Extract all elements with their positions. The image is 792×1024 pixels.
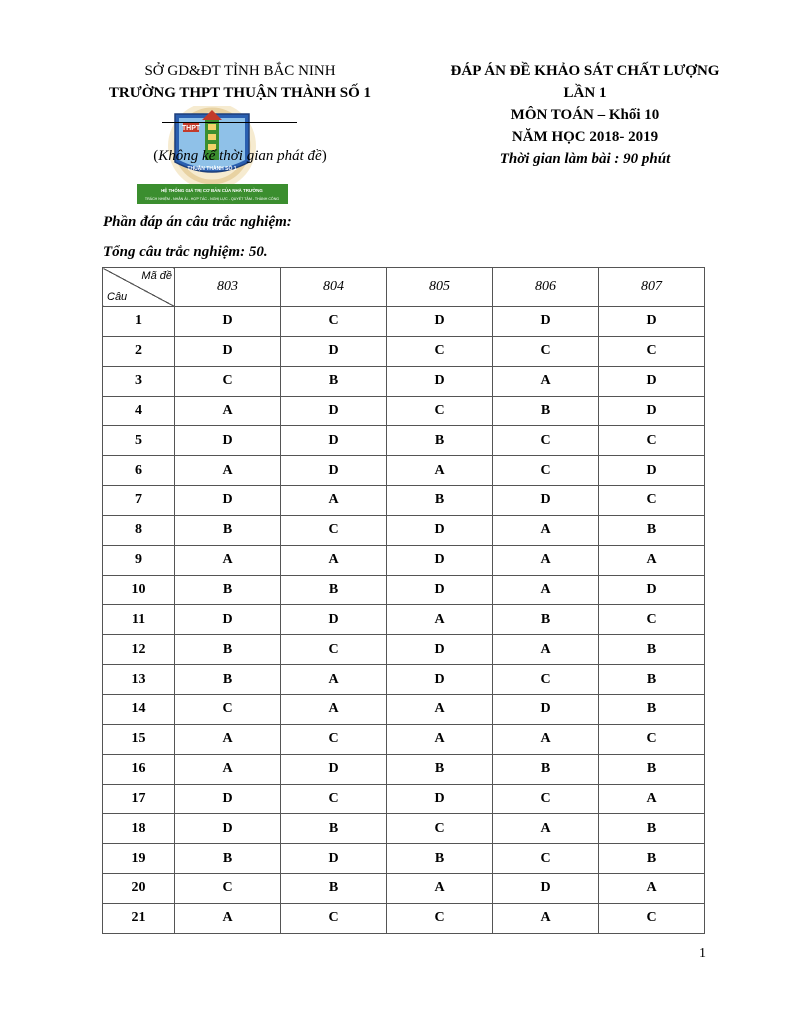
table-row [103, 874, 705, 904]
answer-cell: A [599, 874, 705, 904]
header-right [405, 60, 765, 170]
table-row [103, 486, 705, 516]
answer-cell: D [493, 486, 599, 516]
question-number: 17 [103, 784, 175, 814]
answer-cell: B [599, 844, 705, 874]
answer-cell: C [175, 366, 281, 396]
answer-cell: B [493, 605, 599, 635]
table-row [103, 754, 705, 784]
answer-cell: C [599, 336, 705, 366]
question-number: 11 [103, 605, 175, 635]
answer-cell: D [281, 456, 387, 486]
table-row [103, 545, 705, 575]
corner-exam-code-label: Mã đề [141, 270, 172, 282]
corner-question-label: Câu [107, 291, 128, 303]
exam-code-header: 807 [599, 268, 705, 307]
answer-cell: A [281, 694, 387, 724]
answer-cell: A [599, 545, 705, 575]
question-number: 21 [103, 903, 175, 933]
question-number: 2 [103, 336, 175, 366]
answer-cell: B [175, 844, 281, 874]
answer-cell: D [281, 844, 387, 874]
answer-cell: C [493, 426, 599, 456]
question-number: 7 [103, 486, 175, 516]
answer-cell: B [493, 396, 599, 426]
answer-cell: B [599, 754, 705, 784]
answer-cell: A [175, 456, 281, 486]
logo-school-name: THUẬN THÀNH SỐ 1 [187, 166, 237, 172]
table-row [103, 307, 705, 337]
answer-cell: C [387, 336, 493, 366]
answer-table [102, 267, 705, 934]
answer-cell: D [493, 874, 599, 904]
answer-cell: C [281, 784, 387, 814]
answer-cell: D [387, 635, 493, 665]
answer-cell: B [175, 665, 281, 695]
answer-cell: D [281, 396, 387, 426]
answer-cell: C [281, 635, 387, 665]
answer-cell: D [175, 784, 281, 814]
answer-cell: D [599, 366, 705, 396]
answer-cell: A [493, 635, 599, 665]
table-row [103, 814, 705, 844]
answer-cell: A [493, 724, 599, 754]
table-row [103, 635, 705, 665]
page-number: 1 [699, 946, 706, 961]
answer-cell: C [493, 336, 599, 366]
answer-cell: D [281, 426, 387, 456]
answer-cell: B [599, 814, 705, 844]
answer-cell: C [281, 724, 387, 754]
answer-cell: C [599, 605, 705, 635]
question-number: 8 [103, 515, 175, 545]
table-row [103, 366, 705, 396]
school-year: NĂM HỌC 2018- 2019 [511, 129, 659, 145]
answer-cell: C [281, 903, 387, 933]
total-questions-label: Tổng câu trắc nghiệm: 50. [103, 244, 268, 260]
answer-cell: D [599, 396, 705, 426]
table-row [103, 426, 705, 456]
question-number: 1 [103, 307, 175, 337]
question-number: 10 [103, 575, 175, 605]
exam-duration: Thời gian làm bài : 90 phút [499, 151, 671, 167]
answer-cell: C [599, 486, 705, 516]
answer-cell: A [175, 724, 281, 754]
answer-cell: B [281, 575, 387, 605]
answer-cell: D [387, 515, 493, 545]
answer-cell: A [281, 665, 387, 695]
answer-cell: C [493, 665, 599, 695]
logo-banner-title: HỆ THỐNG GIÁ TRỊ CƠ BẢN CỦA NHÀ TRƯỜNG [161, 188, 263, 193]
answer-cell: C [387, 903, 493, 933]
question-number: 13 [103, 665, 175, 695]
answer-cell: D [175, 307, 281, 337]
table-row [103, 784, 705, 814]
answer-cell: D [281, 605, 387, 635]
table-row [103, 575, 705, 605]
answer-cell: C [493, 456, 599, 486]
question-number: 5 [103, 426, 175, 456]
answer-cell: A [175, 545, 281, 575]
answer-cell: D [281, 336, 387, 366]
question-number: 12 [103, 635, 175, 665]
answer-cell: C [281, 307, 387, 337]
answer-cell: A [387, 874, 493, 904]
answer-cell: B [599, 515, 705, 545]
answer-cell: B [281, 814, 387, 844]
answer-cell: D [599, 456, 705, 486]
answer-cell: C [175, 694, 281, 724]
table-header-row [103, 268, 705, 307]
corner-cell [103, 268, 175, 307]
school-name: TRƯỜNG THPT THUẬN THÀNH SỐ 1 [108, 85, 372, 101]
answer-cell: D [599, 307, 705, 337]
answer-cell: C [493, 844, 599, 874]
answer-cell: A [599, 784, 705, 814]
exam-code-header: 806 [493, 268, 599, 307]
answer-cell: A [493, 575, 599, 605]
answer-cell: C [387, 396, 493, 426]
answer-cell: C [599, 903, 705, 933]
question-number: 16 [103, 754, 175, 784]
answer-cell: A [493, 515, 599, 545]
table-row [103, 605, 705, 635]
document-title: ĐÁP ÁN ĐỀ KHẢO SÁT CHẤT LƯỢNG [450, 63, 720, 79]
answer-cell: B [387, 754, 493, 784]
header-underline [162, 122, 297, 123]
exam-code-header: 803 [175, 268, 281, 307]
answer-cell: A [493, 903, 599, 933]
logo-banner-values: TRÁCH NHIỆM - NHÂN ÁI - HỢP TÁC - NGHỊ LỰC - QUYẾT TÂM - THÀNH CÔNG [144, 197, 280, 201]
answer-cell: C [175, 874, 281, 904]
question-number: 20 [103, 874, 175, 904]
answer-cell: A [493, 366, 599, 396]
question-number: 3 [103, 366, 175, 396]
answer-cell: D [387, 307, 493, 337]
table-row [103, 515, 705, 545]
subject-line: MÔN TOÁN – Khối 10 [510, 107, 660, 123]
answer-cell: D [175, 605, 281, 635]
answer-cell: D [387, 665, 493, 695]
answer-cell: C [281, 515, 387, 545]
logo-badge: THPT [181, 125, 201, 132]
answer-cell: D [493, 307, 599, 337]
question-number: 4 [103, 396, 175, 426]
table-row [103, 844, 705, 874]
question-number: 9 [103, 545, 175, 575]
answer-cell: A [281, 545, 387, 575]
header-left [75, 60, 405, 104]
table-row [103, 903, 705, 933]
table-row [103, 456, 705, 486]
answer-cell: A [387, 605, 493, 635]
question-number: 15 [103, 724, 175, 754]
answer-cell: B [387, 486, 493, 516]
answer-cell: A [387, 724, 493, 754]
note-open-paren: ( [153, 148, 159, 164]
answer-cell: B [599, 694, 705, 724]
exam-round: LẦN 1 [563, 85, 607, 101]
answer-cell: D [175, 426, 281, 456]
answer-cell: C [493, 784, 599, 814]
exam-code-header: 804 [281, 268, 387, 307]
table-row [103, 724, 705, 754]
answer-cell: A [493, 545, 599, 575]
question-number: 14 [103, 694, 175, 724]
answer-cell: A [387, 694, 493, 724]
answer-cell: A [175, 754, 281, 784]
answer-cell: B [175, 515, 281, 545]
exam-code-header: 805 [387, 268, 493, 307]
answer-table-body [103, 307, 705, 934]
answer-cell: D [493, 694, 599, 724]
answer-cell: B [175, 575, 281, 605]
answer-cell: A [281, 486, 387, 516]
note-close-paren: ) [321, 148, 327, 164]
answer-cell: C [387, 814, 493, 844]
table-row [103, 396, 705, 426]
table-row [103, 694, 705, 724]
answer-cell: D [175, 336, 281, 366]
table-row [103, 336, 705, 366]
answer-cell: A [493, 814, 599, 844]
answer-cell: B [281, 366, 387, 396]
answer-cell: A [175, 903, 281, 933]
answer-cell: B [281, 874, 387, 904]
answer-cell: B [599, 635, 705, 665]
question-number: 18 [103, 814, 175, 844]
question-number: 6 [103, 456, 175, 486]
answer-cell: D [599, 575, 705, 605]
answer-cell: C [599, 426, 705, 456]
answer-cell: D [175, 814, 281, 844]
answer-cell: A [175, 396, 281, 426]
answer-cell: D [281, 754, 387, 784]
answer-cell: D [387, 784, 493, 814]
answer-cell: A [387, 456, 493, 486]
answer-cell: B [387, 844, 493, 874]
answer-cell: B [175, 635, 281, 665]
answer-cell: D [175, 486, 281, 516]
answer-cell: B [387, 426, 493, 456]
question-number: 19 [103, 844, 175, 874]
answer-cell: D [387, 575, 493, 605]
timing-note [75, 148, 405, 165]
answers-section-label: Phần đáp án câu trắc nghiệm: [103, 214, 292, 230]
answer-cell: B [493, 754, 599, 784]
answer-cell: D [387, 366, 493, 396]
department-name: SỞ GD&ĐT TỈNH BẮC NINH [144, 63, 336, 79]
answer-cell: D [387, 545, 493, 575]
note-text: Không kể thời gian phát đề [158, 148, 322, 164]
table-row [103, 665, 705, 695]
answer-cell: C [599, 724, 705, 754]
answer-cell: B [599, 665, 705, 695]
